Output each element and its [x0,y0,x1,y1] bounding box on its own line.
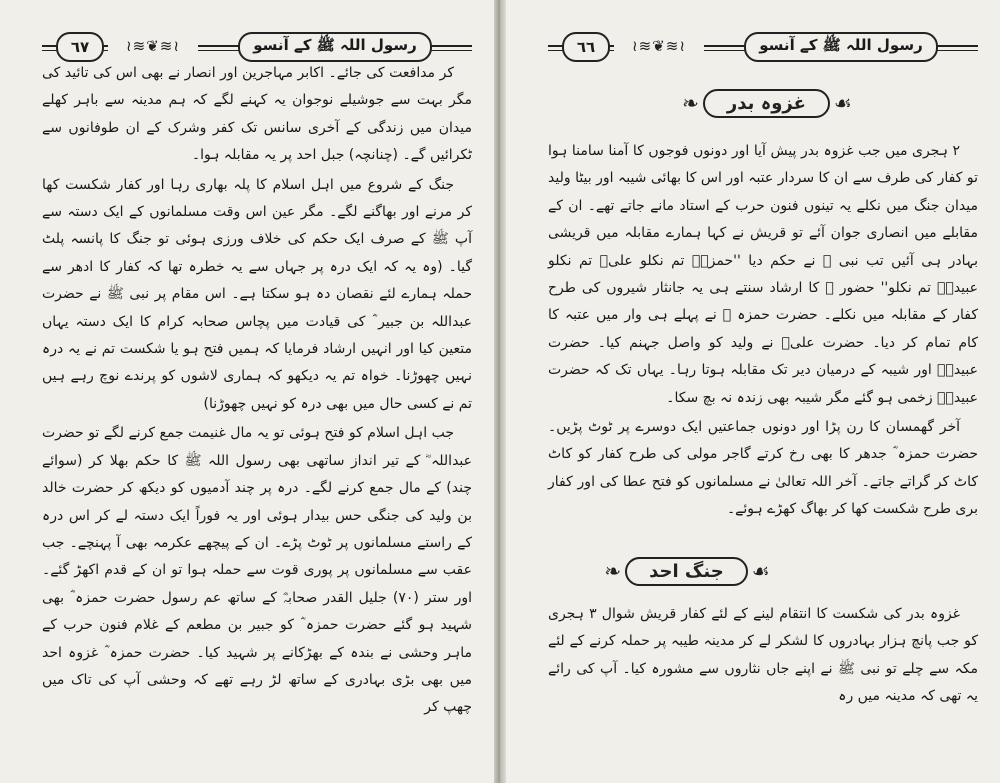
scroll-ornament-icon: ❧ [682,91,699,115]
left-page-body [42,60,472,724]
section-heading-uhud [562,556,812,586]
running-title: رسول اللہ ﷺ کے آنسو [238,32,432,62]
heading-text: غزوہ بدر [703,89,830,118]
paragraph: آخر گھمسان کا رن پڑا اور دونوں جماعتیں ایک دوسرے پر ٹوٹ پڑیں۔ حضرت حمزہ ؓ جدھر کا بھی رخ کرتے گاجر مولی کی طرح کفار کو کاٹ کاٹ کر گراتے جاتے۔ آخر اللہ تعالیٰ نے مسلمانوں کو فتح عطا کی اور کفار بری طرح شکست کھا کر بھاگ کھڑے ہوئے۔ [548,419,978,518]
paragraph: جنگ کے شروع میں اہل اسلام کا پلہ بھاری رہا اور کفار شکست کھا کر مرنے اور بھاگنے لگے۔ مگر عین اس وقت مسلمانوں کے ایک دستہ سے آپ ﷺ کے صرف ایک حکم کی خلاف ورزی ہوئی تو جنگ کا پانسہ پلٹ گیا۔ (وہ یہ کہ ایک درہ پر جہاں سے یہ خطرہ تھا کہ کفار کا ادھر سے حملہ ہمارے لئے نقصان دہ ہو سکتا ہے۔ اس مقام پر نبی ﷺ نے حضرت عبداللہ بن جبیر ؓ کی قیادت میں پچاس صحابہ کرام کا ایک دستہ یہاں متعین کیا اور انہیں ارشاد فرمایا کہ ہمیں فتح ہو یا شکست تم نے یہ درہ نہیں چھوڑنا۔ خواہ تم یہ دیکھو کہ ہماری لاشوں کو پرندے نوچ رہے ہیں تم نے کسی حال میں بھی درہ کو نہیں چھوڑنا) [42,176,472,412]
badr-section-body [548,138,978,526]
page-number: ٦٧ [56,32,104,62]
right-page [506,0,1000,783]
left-page-header [42,32,472,60]
left-page [0,0,494,783]
scroll-ornament-icon: ☙ [751,559,770,583]
paragraph: غزوہ بدر کی شکست کا انتقام لینے کے لئے کفار قریش شوال ۳ ہجری کو جب پانچ ہزار بہادروں کا لشکر لے کر مدینہ طیبہ پر حملہ کرنے کے لئے مکہ سے چلے تو نبی ﷺ نے اپنے جاں نثاروں سے مشورہ کیا۔ آپ کی رائے یہ تھی کہ مدینہ میں رہ [548,606,978,705]
paragraph: جب اہل اسلام کو فتح ہوئی تو یہ مال غنیمت جمع کرنے لگے تو حضرت عبداللہ ؓ کے تیر انداز ساتھی بھی رسول اللہ ﷺ کا حکم بھلا کر (سوائے چند) کے مال جمع کرنے لگے۔ درہ پر چند آدمیوں کو دیکھ کر حضرت خالد بن ولید کی جنگی حس بیدار ہوئی اور یہ فوراً ایک دستہ لے کر اس درہ کے راستے مسلمانوں پر ٹوٹ پڑے۔ ان کے پیچھے عکرمہ بھی آ پہنچے۔ جب عقب سے مسلمانوں پر پوری قوت سے حملہ ہوا تو ان کے قدم اکھڑ گئے۔ اور ستر (٧٠) جلیل القدر صحابہؓ کے ساتھ عم رسول حضرت حمزہ ؓ بھی شہید ہو گئے حضرت حمزہ ؓ کو جبیر بن مطعم کے غلام فنون حرب کے ماہر وحشی نے بندہ کے بھڑکانے پر شہید کیا۔ حضرت حمزہ ؓ غزوہ احد میں بھی بڑی بہادری کے ساتھ لڑ رہے تھے کہ وحشی آپ کی تاک میں چھپ کر [42,425,472,716]
paragraph: کر مدافعت کی جائے۔ اکابر مہاجرین اور انصار نے بھی اس کی تائید کی مگر بہت سے جوشیلے نوجوان یہ کہنے لگے کہ ہم مدینہ سے باہر کھلے میدان میں زندگی کے آخری سانس تک کفر وشرک کے ان طوفانوں سے ٹکرائیں گے۔ (چنانچہ) جبل احد پر یہ مقابلہ ہوا۔ [42,65,472,164]
right-page-header [548,32,978,60]
section-heading-badr [642,88,892,118]
header-ornament-icon: ≀≋❦≋≀ [614,34,704,58]
paragraph: ۲ ہجری میں جب غزوہ بدر پیش آیا اور دونوں فوجوں کا آمنا سامنا ہوا تو کفار کی طرف سے ان کا سردار عتبہ اور اس کا بھائی شیبہ اور بیٹا ولید میدان جنگ میں نکلے یہ تینوں فنون حرب کے استاد مانے جاتے تھے۔ ان کے مقابلے میں انصاری جوان آئے تو قریش نے کہا ہمارے مقابلہ میں قریشی بہادر ہی آئیں تب نبی ﷺ نے حکم دیا ''حمزہؓ تم نکلو علیؓ تم نکلو عبیدہؓ تم نکلو'' حضور ﷺ کا ارشاد سنتے ہی یہ جانثار شیروں کی طرح کفار کے مقابلہ میں نکلے۔ حضرت حمزہ ؓ نے پہلے ہی وار میں عتبہ کا کام تمام کر دیا۔ حضرت علیؓ نے ولید کو واصل جہنم کیا۔ حضرت عبیدہؓ اور شیبہ کے درمیان دیر تک مقابلہ ہوتا رہا۔ یہاں تک کہ حضرت عبیدہؓ زخمی ہو گئے مگر شیبہ بھی زندہ نہ بچ سکا۔ [548,143,978,406]
page-number: ٦٦ [562,32,610,62]
heading-text: جنگ احد [625,557,748,586]
running-title: رسول اللہ ﷺ کے آنسو [744,32,938,62]
book-gutter [494,0,506,783]
uhud-section-body [548,601,978,713]
scroll-ornament-icon: ☙ [833,91,852,115]
scroll-ornament-icon: ❧ [604,559,622,583]
header-ornament-icon: ≀≋❦≋≀ [108,34,198,58]
